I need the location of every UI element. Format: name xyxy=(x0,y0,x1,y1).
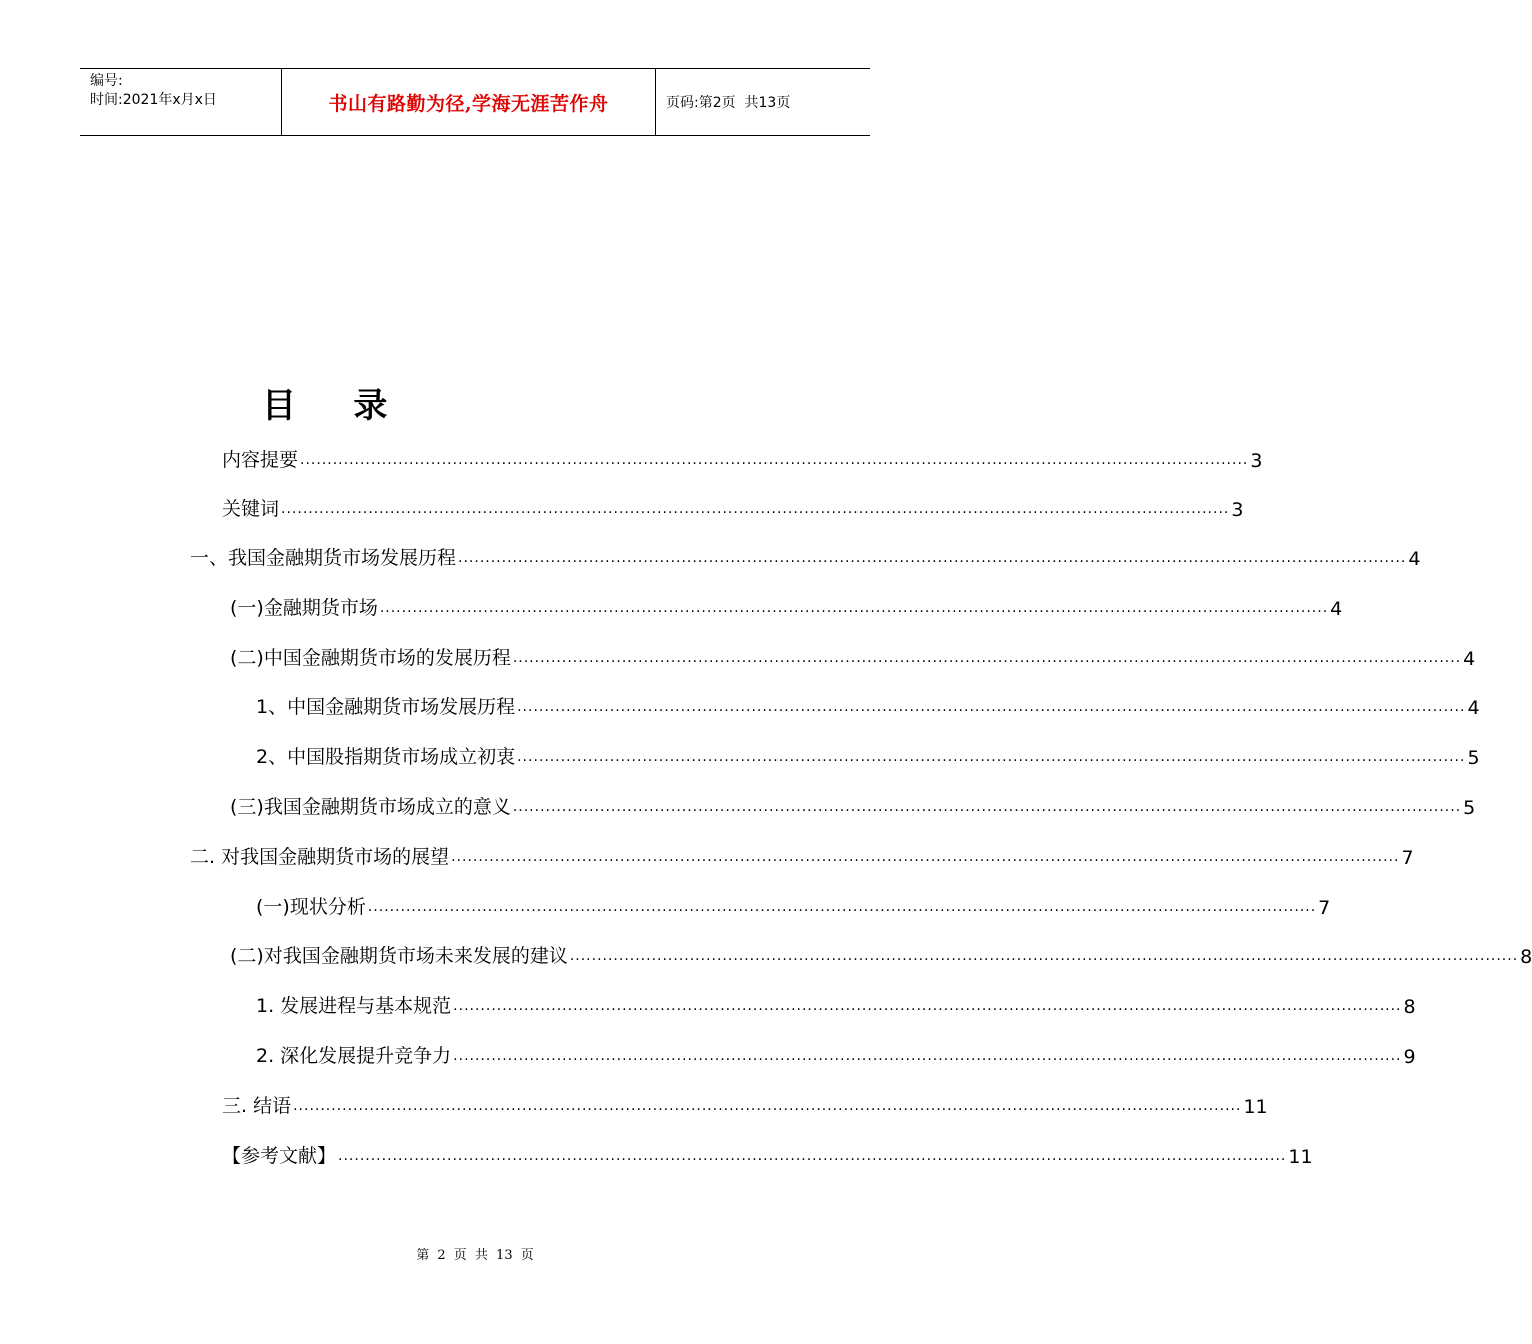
toc-entry[interactable] xyxy=(256,743,1480,769)
toc-entry-label: 关键词 xyxy=(222,498,280,520)
toc-leader-dots: .............................................................................................................................................................................. xyxy=(458,550,1407,566)
toc-entry-label: 2. 深化发展提升竞争力 xyxy=(256,1045,452,1067)
header-left-cell xyxy=(80,69,282,135)
toc-leader-dots: .............................................................................................................................................................................. xyxy=(379,600,1329,616)
motto: 书山有路勤为径,学海无涯苦作舟 xyxy=(328,92,609,115)
toc-entry-page: 7 xyxy=(1401,847,1414,869)
header-right-cell xyxy=(656,69,870,135)
toc-entry[interactable] xyxy=(230,594,1343,620)
toc-entry-label: (一)金融期货市场 xyxy=(230,597,378,619)
toc-entry[interactable] xyxy=(256,693,1480,719)
toc-entry-page: 3 xyxy=(1250,450,1263,472)
toc-entry-label: 1、中国金融期货市场发展历程 xyxy=(256,696,516,718)
toc-entry-label: 1. 发展进程与基本规范 xyxy=(256,995,452,1017)
toc-entry-label: (三)我国金融期货市场成立的意义 xyxy=(230,796,511,818)
toc-entry-label: 内容提要 xyxy=(222,449,299,471)
toc-leader-dots: .............................................................................................................................................................................. xyxy=(338,1148,1287,1164)
toc-leader-dots: .............................................................................................................................................................................. xyxy=(300,452,1249,468)
page-footer: 第 2 页 共 13 页 xyxy=(416,1248,534,1263)
toc-entry-page: 4 xyxy=(1463,648,1476,670)
toc-entry-label: 一、我国金融期货市场发展历程 xyxy=(190,547,457,569)
toc-entry-page: 8 xyxy=(1520,946,1532,968)
toc-entry-page: 4 xyxy=(1330,598,1343,620)
toc-entry-page: 5 xyxy=(1467,747,1480,769)
page-info: 页码:第2页 共13页 xyxy=(666,95,791,111)
toc-entry[interactable] xyxy=(222,1142,1313,1168)
toc-entry[interactable] xyxy=(222,446,1263,472)
number-label: 编号: xyxy=(90,73,123,89)
toc-entry[interactable] xyxy=(222,495,1244,521)
toc-entry-label: (二)中国金融期货市场的发展历程 xyxy=(230,647,511,669)
toc-title: 目 录 xyxy=(262,386,390,426)
toc-entry-label: (二)对我国金融期货市场未来发展的建议 xyxy=(230,945,568,967)
toc-entry[interactable] xyxy=(256,893,1331,919)
toc-entry[interactable] xyxy=(256,992,1416,1018)
toc-leader-dots: .............................................................................................................................................................................. xyxy=(569,948,1519,964)
toc-entry-page: 11 xyxy=(1243,1096,1268,1118)
toc-leader-dots: .............................................................................................................................................................................. xyxy=(517,699,1466,715)
toc-leader-dots: .............................................................................................................................................................................. xyxy=(293,1098,1242,1114)
toc-entry[interactable] xyxy=(230,644,1476,670)
toc-entry[interactable] xyxy=(190,544,1421,570)
toc-entry-label: (一)现状分析 xyxy=(256,896,366,918)
time-label: 时间:2021年x月x日 xyxy=(90,92,217,108)
toc-entry-label: 三. 结语 xyxy=(222,1095,292,1117)
page-header xyxy=(80,68,870,136)
toc-entry[interactable] xyxy=(190,843,1414,869)
toc-leader-dots: .............................................................................................................................................................................. xyxy=(517,749,1466,765)
header-middle-cell xyxy=(282,69,656,135)
toc-leader-dots: .............................................................................................................................................................................. xyxy=(512,799,1462,815)
toc-entry[interactable] xyxy=(256,1042,1416,1068)
toc-entry-page: 3 xyxy=(1231,499,1244,521)
toc-entry[interactable] xyxy=(222,1092,1268,1118)
toc-entry[interactable] xyxy=(230,793,1476,819)
toc-entry-page: 7 xyxy=(1318,897,1331,919)
toc-entry[interactable] xyxy=(230,942,1532,968)
toc-leader-dots: .............................................................................................................................................................................. xyxy=(453,998,1402,1014)
toc-entry-page: 8 xyxy=(1403,996,1416,1018)
toc-entry-label: 2、中国股指期货市场成立初衷 xyxy=(256,746,516,768)
toc-leader-dots: .............................................................................................................................................................................. xyxy=(367,899,1317,915)
toc-entry-page: 5 xyxy=(1463,797,1476,819)
toc-entry-label: 【参考文献】 xyxy=(222,1145,337,1167)
toc-entry-page: 9 xyxy=(1403,1046,1416,1068)
toc-entry-page: 4 xyxy=(1408,548,1421,570)
toc-leader-dots: .............................................................................................................................................................................. xyxy=(453,1048,1402,1064)
toc-entry-page: 4 xyxy=(1467,697,1480,719)
toc-leader-dots: .............................................................................................................................................................................. xyxy=(512,650,1462,666)
toc-leader-dots: .............................................................................................................................................................................. xyxy=(281,501,1230,517)
toc-entry-page: 11 xyxy=(1288,1146,1313,1168)
toc-entry-label: 二. 对我国金融期货市场的展望 xyxy=(190,846,450,868)
toc-leader-dots: .............................................................................................................................................................................. xyxy=(451,849,1400,865)
